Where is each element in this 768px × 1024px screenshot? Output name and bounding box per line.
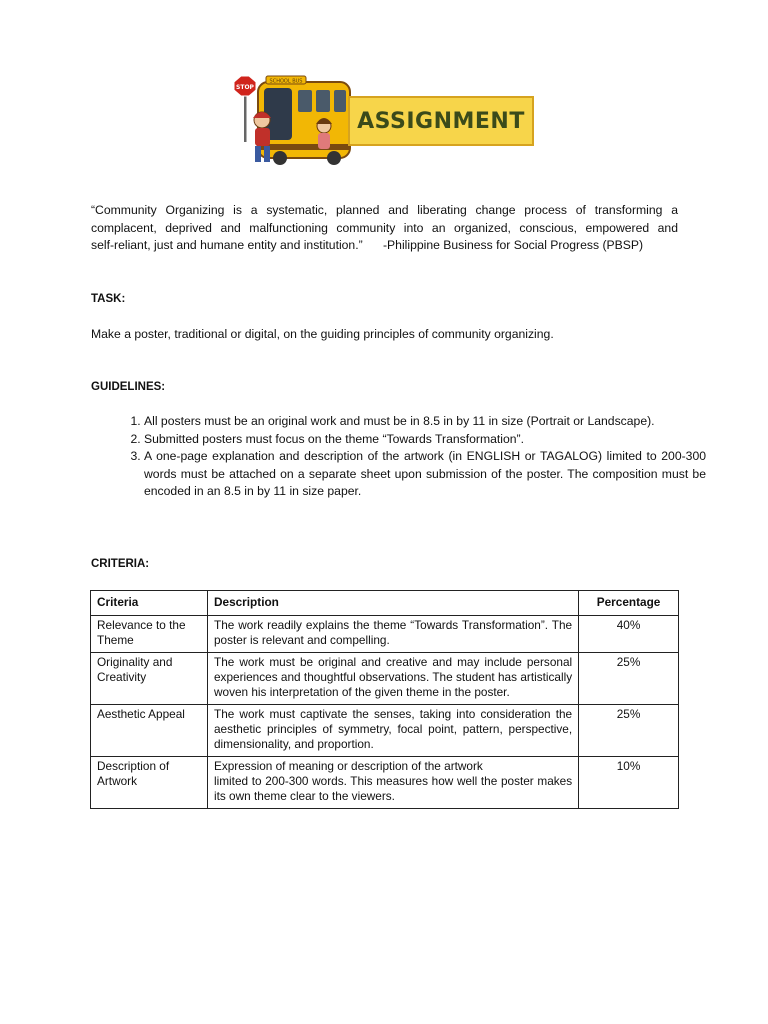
description-first-line: Expression of meaning or description of the artwork: [213, 759, 483, 773]
description-cell: The work readily explains the theme “Towards Transformation”. The poster is relevant and compelling.: [207, 616, 578, 653]
percentage-cell: 10%: [579, 757, 679, 809]
guideline-item: 3. A one-page explanation and description of the artwork (in ENGLISH or TAGALOG) limited to 200-300 words must be attached on a separate sheet upon submission of the poster. The composition must be encoded in an 8.5 in by 11 in size paper.: [144, 448, 706, 501]
header-percentage: Percentage: [579, 591, 679, 616]
criteria-cell: Description of Artwork: [91, 757, 208, 809]
assignment-banner: [228, 74, 538, 166]
description-cell: The work must be original and creative and may include personal experiences and thoughtful observations. The student has artistically woven his interpretation of the given theme in the poster.: [207, 653, 578, 705]
quote-attribution-line: self-reliant, just and humane entity and institution.” -Philippine Business for Social Progress (PBSP): [91, 238, 644, 252]
intro-quote: [91, 202, 678, 255]
percentage-cell: 25%: [579, 705, 679, 757]
table-header-row: [91, 591, 679, 616]
guidelines-list: [116, 413, 706, 501]
table-row: [91, 616, 679, 653]
header-description: Description: [207, 591, 578, 616]
criteria-cell: Aesthetic Appeal: [91, 705, 208, 757]
task-heading: TASK:: [91, 293, 126, 305]
description-rest: limited to 200-300 words. This measures how well the poster makes its own theme clear to the viewers.: [213, 774, 573, 803]
description-cell: [207, 757, 578, 809]
criteria-cell: Relevance to the Theme: [91, 616, 208, 653]
assignment-title-box: [348, 96, 534, 146]
table-row: [91, 705, 679, 757]
criteria-heading: CRITERIA:: [91, 558, 150, 570]
guidelines-heading: GUIDELINES:: [91, 381, 166, 393]
assignment-title: ASSIGNMENT: [357, 108, 525, 134]
quote-body: “Community Organizing is a systematic, planned and liberating change process of transforming a complacent, deprived and malfunctioning community into an organized, conscious, empowered and: [91, 203, 678, 235]
percentage-cell: 40%: [579, 616, 679, 653]
guideline-item: 2. Submitted posters must focus on the theme “Towards Transformation”.: [144, 431, 706, 449]
task-text: Make a poster, traditional or digital, on the guiding principles of community organizing.: [91, 327, 554, 341]
percentage-cell: 25%: [579, 653, 679, 705]
description-cell: The work must captivate the senses, taking into consideration the aesthetic principles of symmetry, focal point, pattern, perspective, dimensionality, and proportion.: [207, 705, 578, 757]
guideline-item: 1. All posters must be an original work and must be in 8.5 in by 11 in size (Portrait or Landscape).: [144, 413, 706, 431]
criteria-table: [90, 590, 679, 809]
header-criteria: Criteria: [91, 591, 208, 616]
school-bus-illustration: [228, 74, 358, 166]
table-row: [91, 653, 679, 705]
criteria-cell: Originality and Creativity: [91, 653, 208, 705]
table-row: [91, 757, 679, 809]
svg-text:STOP: STOP: [236, 84, 254, 91]
bus-sign-text: SCHOOL BUS: [269, 78, 303, 85]
